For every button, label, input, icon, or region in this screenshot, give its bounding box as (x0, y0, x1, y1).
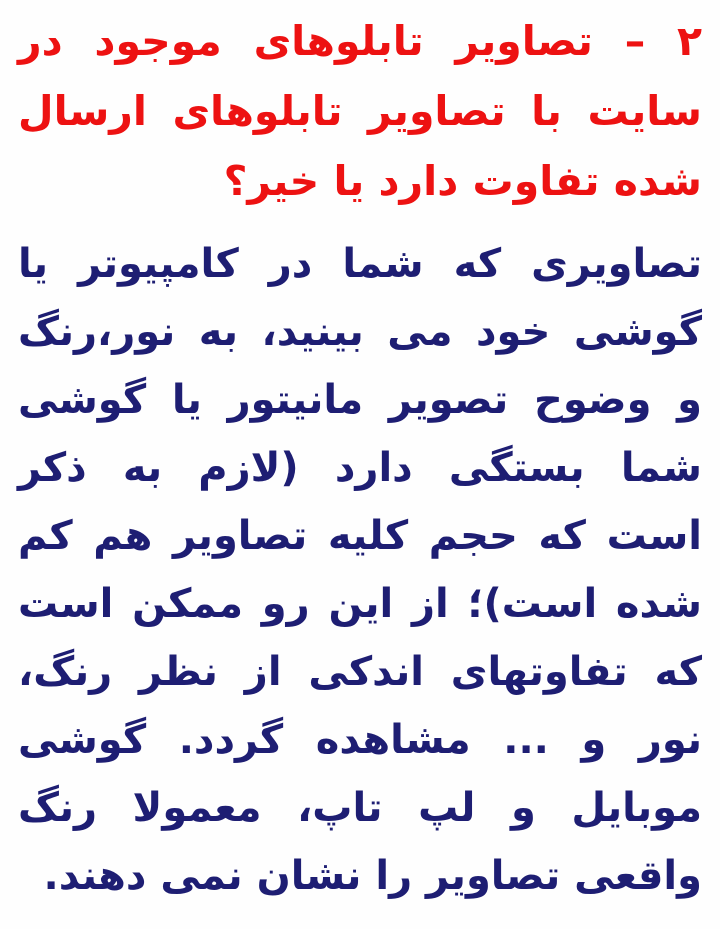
answer-line: شما بستگی دارد (لازم به ذکر (18, 445, 702, 491)
answer-line: تصاویری که شما در کامپیوتر یا (18, 241, 702, 287)
faq-answer-paragraph (18, 230, 702, 910)
question-line: ۲ – تصاویر تابلوهای موجود در (18, 17, 702, 65)
answer-line: گوشی خود می بینید، به نور،رنگ (18, 309, 702, 355)
answer-line: که تفاوتهای اندکی از نظر رنگ، (18, 649, 702, 695)
question-line: شده تفاوت دارد یا خیر؟ (223, 157, 702, 205)
answer-line: و وضوح تصویر مانیتور یا گوشی (18, 377, 702, 423)
answer-line: است که حجم کلیه تصاویر هم کم (18, 513, 702, 559)
answer-line: موبایل و لپ تاپ، معمولا رنگ (18, 785, 702, 831)
answer-line: شده است)؛ از این رو ممکن است (18, 581, 702, 627)
answer-line: واقعی تصاویر را نشان نمی دهند. (43, 853, 702, 899)
faq-question-heading (18, 6, 702, 216)
answer-line: نور و ... مشاهده گردد. گوشی (18, 717, 702, 763)
question-line: سایت با تصاویر تابلوهای ارسال (18, 87, 702, 135)
